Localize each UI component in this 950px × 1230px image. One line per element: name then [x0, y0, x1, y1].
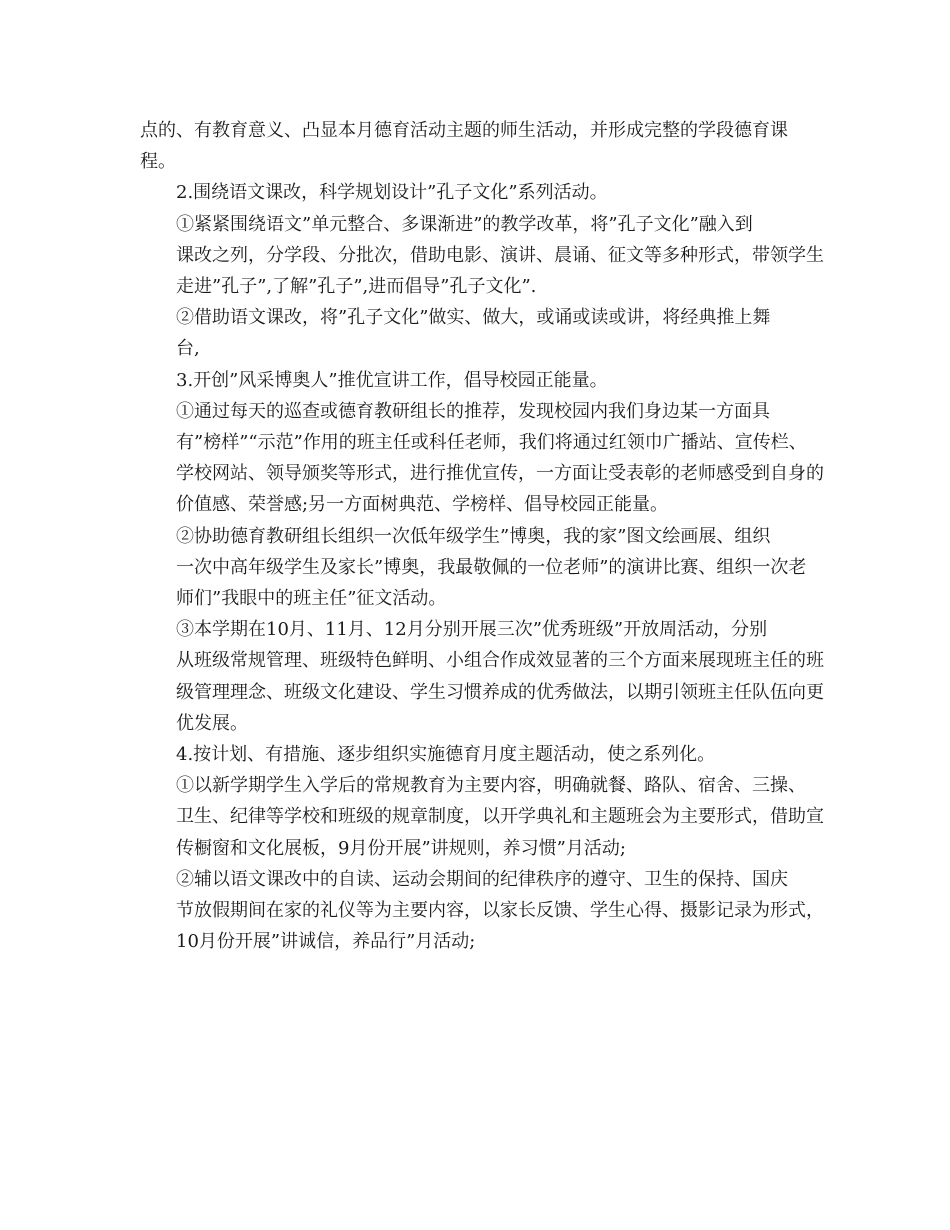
text-line: 优发展。	[176, 712, 248, 734]
text-line: 有”榜样”“示范”作用的班主任或科任老师，我们将通过红领巾广播站、宣传栏、	[176, 432, 807, 454]
text-line: 3.开创”风采博奥人”推优宣讲工作，倡导校园正能量。	[176, 369, 608, 391]
text-line: 2.围绕语文课改，科学规划设计”孔子文化”系列活动。	[176, 182, 608, 204]
paragraph	[140, 365, 820, 396]
paragraph	[140, 864, 824, 958]
paragraph	[140, 115, 820, 177]
text-line: 学校网站、领导颁奖等形式，进行推优宣传，一方面让受表彰的老师感受到自身的	[176, 463, 824, 485]
text-line: 节放假期间在家的礼仪等为主要内容，以家长反馈、学生心得、摄影记录为形式，	[176, 900, 824, 922]
text-line: ②借助语文课改，将”孔子文化”做实、做大，或诵或读或讲，将经典推上舞	[176, 307, 771, 329]
text-line: 程。	[140, 151, 176, 173]
paragraph	[140, 177, 820, 208]
text-line: ①紧紧围绕语文”单元整合、多课渐进”的教学改革，将”孔子文化”融入到	[176, 213, 753, 235]
paragraph	[140, 521, 820, 615]
paragraph	[140, 209, 824, 303]
text-line: 一次中高年级学生及家长”博奥，我最敬佩的一位老师”的演讲比赛、组织一次老	[176, 556, 807, 578]
text-line: 价值感、荣誉感;另一方面树典范、学榜样、倡导校园正能量。	[176, 494, 669, 516]
text-line: 4.按计划、有措施、逐步组织实施德育月度主题活动，使之系列化。	[176, 744, 716, 766]
text-line: 传橱窗和文化展板，9月份开展”讲规则，养习惯”月活动;	[176, 837, 626, 859]
paragraph	[140, 396, 824, 521]
text-line: 卫生、纪律等学校和班级的规章制度，以开学典礼和主题班会为主要形式，借助宣	[176, 806, 824, 828]
paragraph	[140, 739, 820, 770]
text-line: ③本学期在10月、11月、12月分别开展三次”优秀班级”开放周活动，分别	[176, 619, 768, 641]
text-line: 10月份开展”讲诚信，养品行”月活动;	[176, 931, 476, 953]
text-line: 走进”孔子”,了解”孔子”,进而倡导”孔子文化”.	[176, 276, 537, 298]
text-line: 从班级常规管理、班级特色鲜明、小组合作成效显著的三个方面来展现班主任的班	[176, 650, 824, 672]
text-line: 点的、有教育意义、凸显本月德育活动主题的师生活动，并形成完整的学段德育课	[140, 120, 788, 141]
paragraph	[140, 770, 824, 864]
paragraph	[140, 614, 824, 739]
text-line: 课改之列，分学段、分批次，借助电影、演讲、晨诵、征文等多种形式，带领学生	[176, 244, 824, 266]
text-line: 台,	[176, 338, 200, 360]
text-line: 师们”我眼中的班主任”征文活动。	[176, 588, 447, 610]
paragraph	[140, 302, 820, 364]
text-line: ②辅以语文课改中的自读、运动会期间的纪律秩序的遵守、卫生的保持、国庆	[176, 868, 788, 890]
text-line: ①通过每天的巡查或德育教研组长的推荐，发现校园内我们身边某一方面具	[176, 400, 770, 422]
text-line: ①以新学期学生入学后的常规教育为主要内容，明确就餐、路队、宿舍、三操、	[176, 775, 806, 797]
text-line: 级管理理念、班级文化建设、学生习惯养成的优秀做法，以期引领班主任队伍向更	[176, 681, 824, 703]
document-page	[140, 115, 824, 957]
text-line: ②协助德育教研组长组织一次低年级学生”博奥，我的家”图文绘画展、组织	[176, 525, 771, 547]
